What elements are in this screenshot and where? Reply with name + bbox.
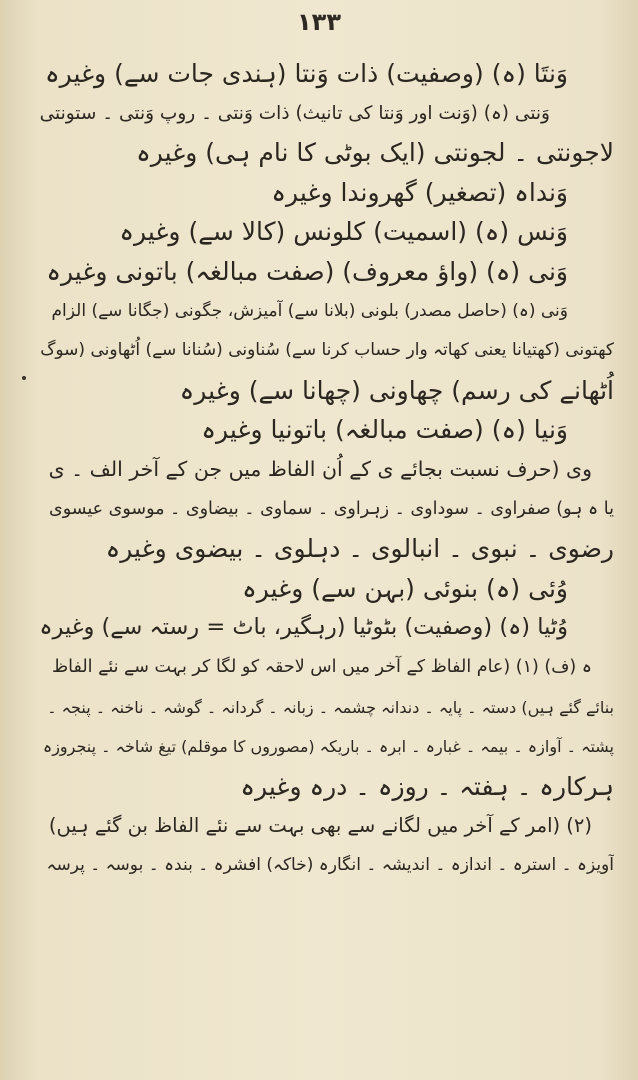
text-line: وَنی (ہ) (واؤ معروف) (صفت مبالغہ) باتونی وغیرہ — [46, 256, 568, 286]
text-line: کھتونی (کھتیانا یعنی کھاتہ وار حساب کرنا سے) سُناونی (سُنانا سے) اُٹھاونی (سوگ — [40, 340, 614, 361]
text-line: ہرکارہ ۔ ہفتہ ۔ روزہ ۔ درہ وغیرہ — [240, 771, 614, 801]
text-line: وُٹیا (ہ) (وصفیت) بٹوٹیا (رہگیر، باٹ = رستہ سے) وغیرہ — [39, 614, 568, 641]
page-text — [38, 54, 614, 885]
text-line: وَنس (ہ) (اسمیت) کلونس (کالا سے) وغیرہ — [119, 217, 568, 247]
text-line: وَنتی (ہ) (وَنت اور وَنتا کی تانیث) ذات وَنتی ۔ روپ وَنتی ۔ ستونتی — [39, 102, 550, 124]
text-line: وَنی (ہ) (حاصل مصدر) بلونی (بلانا سے) آمیزش، جگونی (جگانا سے) الزام — [51, 300, 568, 321]
text-line: یا ہ ہو) صفراوی ۔ سوداوی ۔ زہراوی ۔ سماوی ۔ بیضاوی ۔ موسوی عیسوی — [49, 498, 614, 519]
text-line: (۲) (امر کے آخر میں لگانے سے بھی بہت سے نئے الفاظ بن گئے ہیں) — [48, 814, 592, 838]
text-line: وَنتَا (ہ) (وصفیت) ذات وَنتا (ہندی جات سے) وغیرہ — [45, 59, 568, 88]
text-line: وَنیا (ہ) (صفت مبالغہ) باتونیا وغیرہ — [201, 415, 568, 445]
text-line: لاجونتی ۔ لجونتی (ایک بوٹی کا نام ہی) وغیرہ — [136, 138, 614, 168]
text-line: وَنداہ (تصغیر) گھروندا وغیرہ — [271, 177, 568, 207]
margin-dot — [22, 376, 26, 380]
text-line: رضوی ۔ نبوی ۔ انبالوی ۔ دہلوی ۔ بیضوی وغیرہ — [105, 534, 614, 564]
text-line: وی (حرف نسبت بجائے ی کے اُن الفاظ میں جن کے آخر الف ۔ ی — [48, 456, 592, 481]
text-line: آویزہ ۔ استرہ ۔ اندازہ ۔ اندیشہ ۔ انگارہ (خاکہ) افشرہ ۔ بندہ ۔ بوسہ ۔ پرسہ — [46, 854, 614, 875]
text-line: وُئی (ہ) بنوئی (بہن سے) وغیرہ — [242, 573, 568, 603]
page-number: ۱۳۳ — [297, 8, 341, 36]
text-line: بنائے گئے ہیں) دستہ ۔ پایہ ۔ دندانہ چشمہ ۔ زبانہ ۔ گردانہ ۔ گوشہ ۔ ناخنہ ۔ پنجہ ۔ — [47, 697, 614, 717]
text-line: اُٹھانے کی رسم) چھاونی (چھانا سے) وغیرہ — [179, 375, 614, 405]
text-line: ہ (ف) (۱) (عام الفاظ کے آخر میں اس لاحقہ کو لگا کر بہت سے نئے الفاظ — [51, 656, 592, 677]
text-line: پشتہ ۔ آوازہ ۔ بیمہ ۔ غبارہ ۔ ابرہ ۔ باریکہ (مصوروں کا موقلم) تیغ شاخہ ۔ پنجروزہ — [42, 737, 614, 757]
